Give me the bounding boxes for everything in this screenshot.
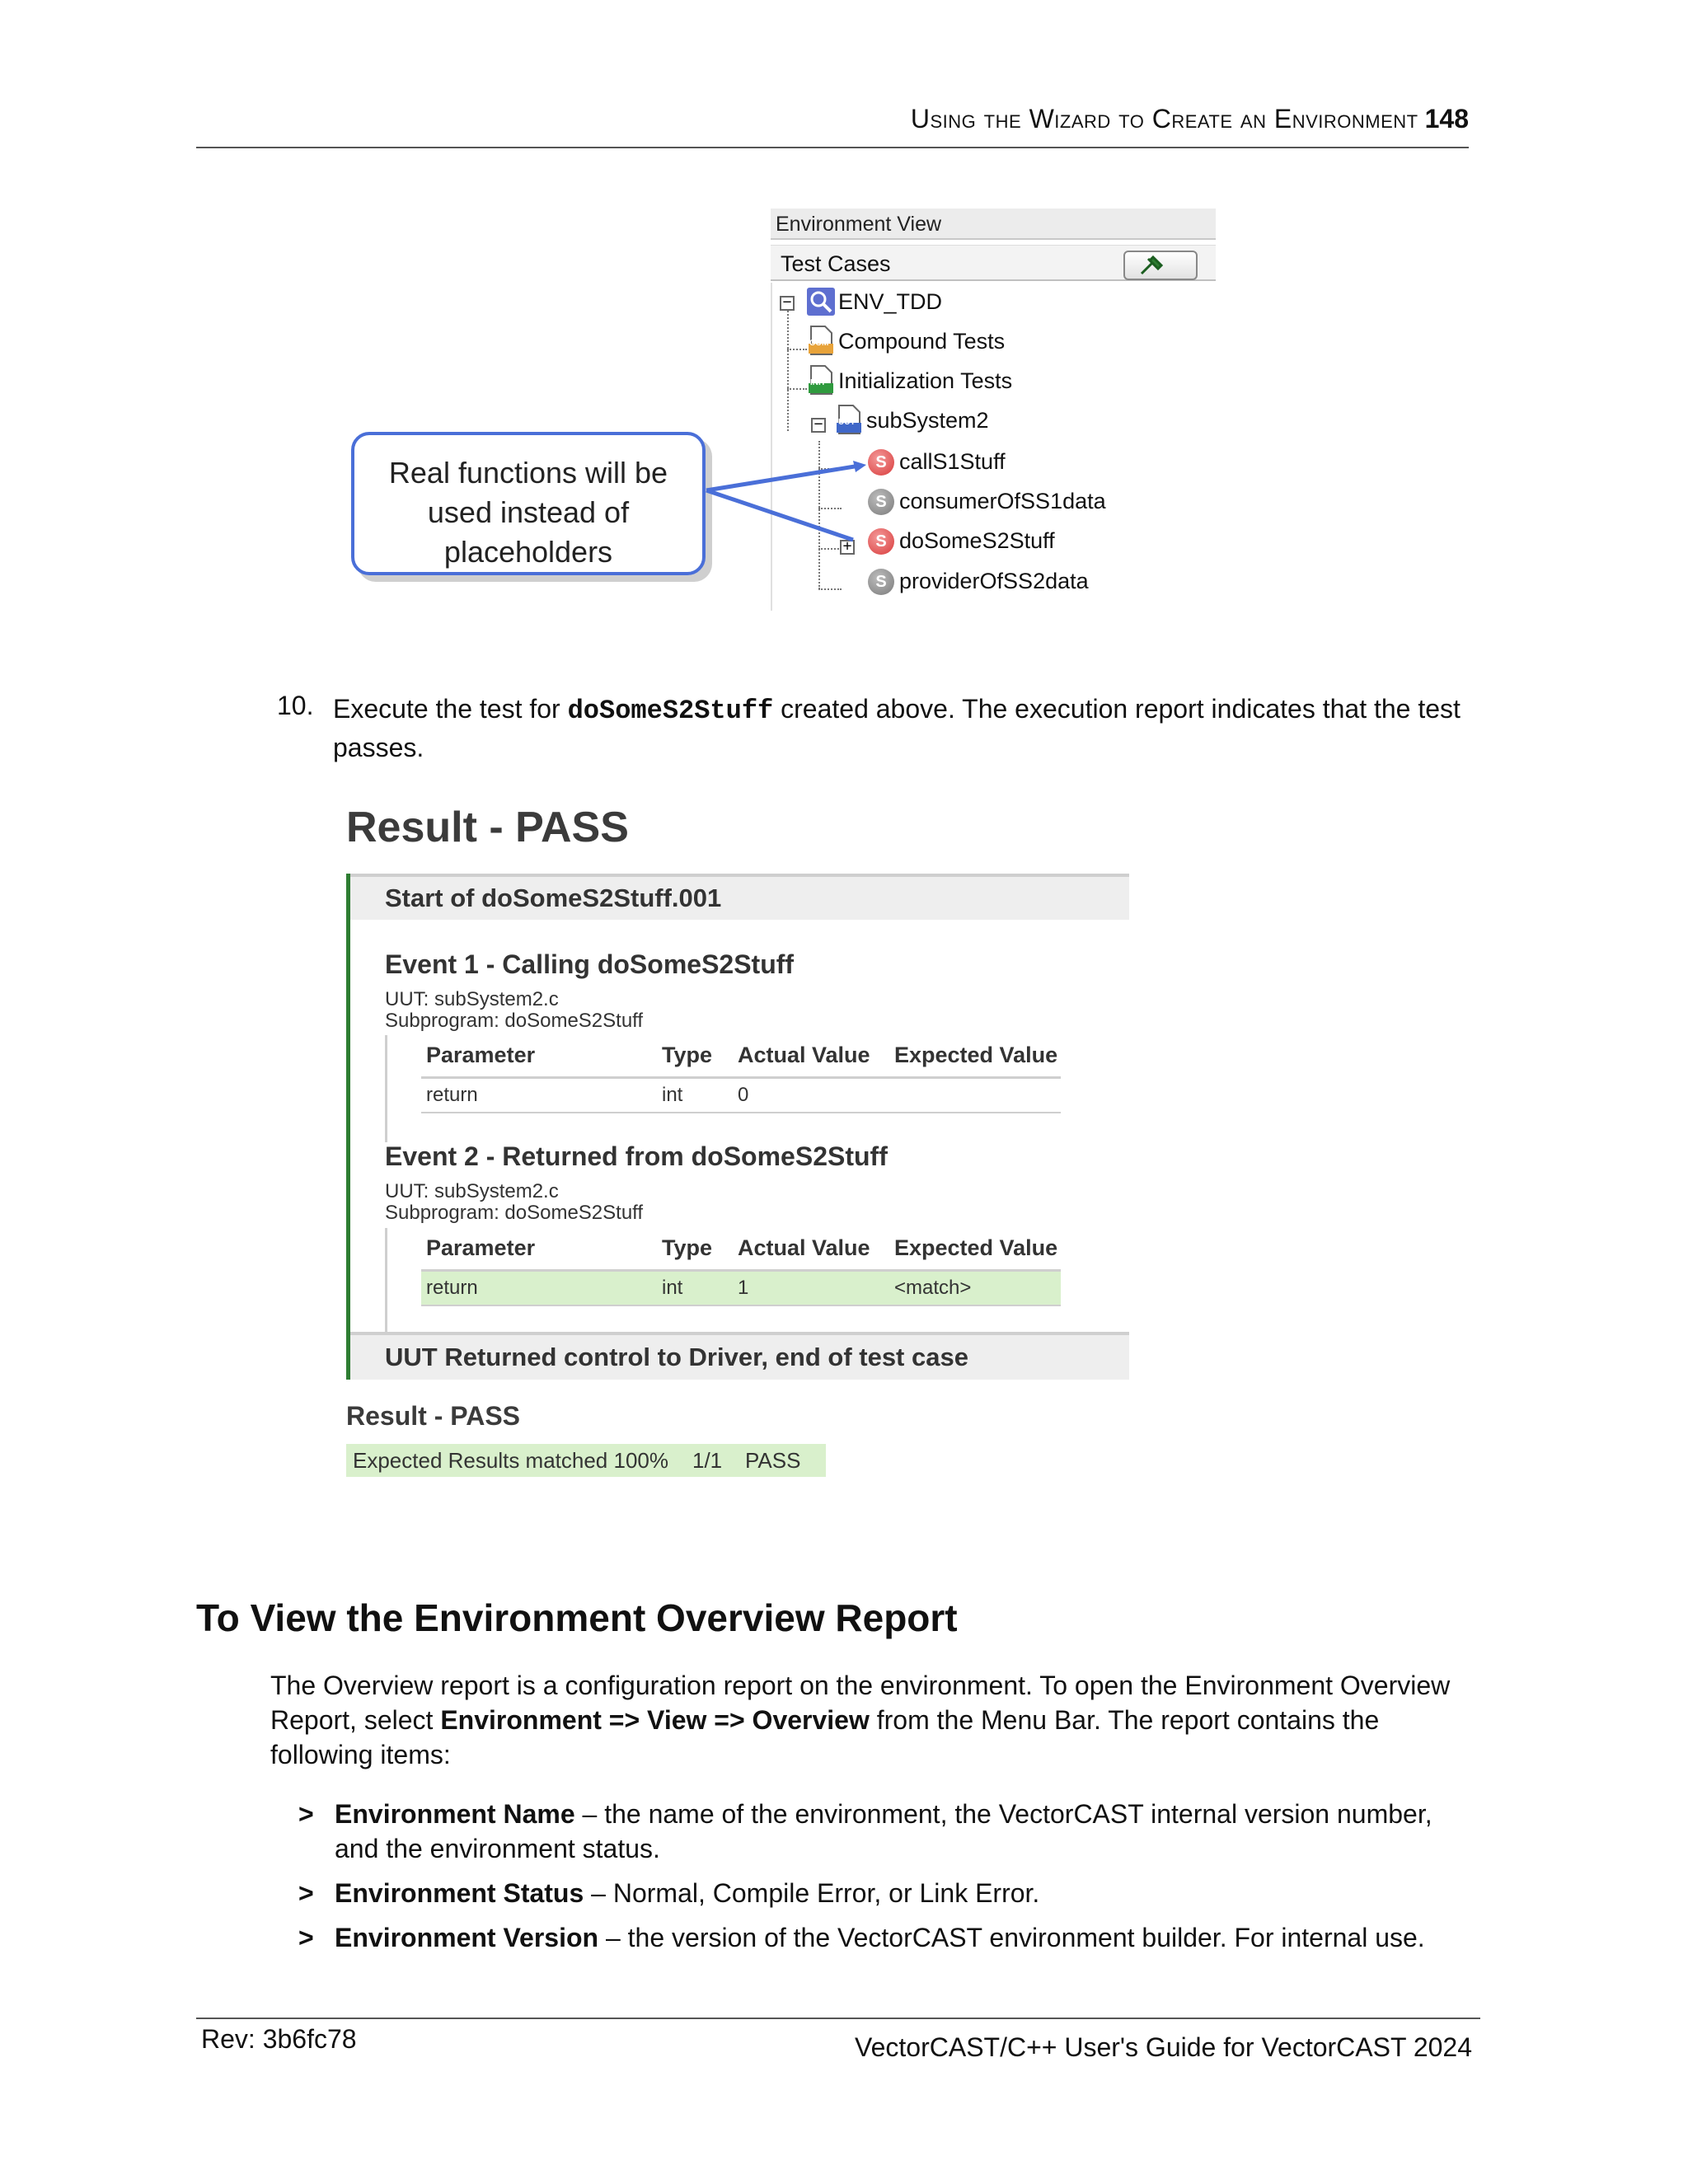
tree-connector xyxy=(787,388,807,390)
tree-node-initialization-tests[interactable]: Initialization Tests xyxy=(838,368,1013,393)
column-type: Type xyxy=(662,1043,713,1067)
cell-type: int xyxy=(662,1084,683,1106)
tree-connector xyxy=(787,349,807,350)
callout-arrows xyxy=(705,457,870,556)
list-item-desc: – Normal, Compile Error, or Link Error. xyxy=(584,1878,1040,1908)
list-item-text xyxy=(335,1797,1472,1866)
header-title: Using the Wizard to Create an Environment xyxy=(910,104,1418,134)
list-item-text xyxy=(335,1876,1472,1910)
callout-text: Real functions will be used instead of placeholders xyxy=(388,456,668,569)
expand-toggle[interactable]: + xyxy=(840,540,855,555)
column-expected-value: Expected Value xyxy=(894,1043,1058,1067)
initialization-tests-badge: INIT xyxy=(810,378,826,387)
tree-node-dosomes2stuff[interactable]: doSomeS2Stuff xyxy=(899,528,1055,553)
subprogram-icon: S xyxy=(868,489,894,515)
subprogram-icon: S xyxy=(868,449,894,476)
footer-guide-title: VectorCAST/C++ User's Guide for VectorCAST 2024 xyxy=(855,2032,1472,2062)
section-heading: To View the Environment Overview Report xyxy=(196,1596,958,1639)
column-actual-value: Actual Value xyxy=(738,1235,870,1260)
bullet-marker: > xyxy=(298,1878,314,1908)
column-actual-value: Actual Value xyxy=(738,1043,870,1067)
step-text-start: Execute the test for xyxy=(333,694,568,724)
test-cases-tab-label: Test Cases xyxy=(781,251,891,276)
column-parameter: Parameter xyxy=(426,1235,536,1260)
event-1-table xyxy=(421,1035,1061,1113)
cell-parameter: return xyxy=(426,1277,478,1299)
table-header xyxy=(421,1228,1061,1272)
tree-node-providerofss2data[interactable]: providerOfSS2data xyxy=(899,569,1089,593)
environment-view-title: Environment View xyxy=(771,209,1216,240)
execution-report xyxy=(346,874,1133,1380)
pin-icon xyxy=(1137,254,1170,277)
subprogram-icon: S xyxy=(868,569,894,595)
summary-status: PASS xyxy=(745,1448,801,1473)
cell-parameter: return xyxy=(426,1084,478,1106)
intro-text-2: from the Menu Bar. The report contains the following items: xyxy=(270,1705,1380,1769)
column-type: Type xyxy=(662,1235,713,1260)
event-2-table xyxy=(421,1228,1061,1306)
cell-actual: 0 xyxy=(738,1084,749,1106)
summary-ratio: 1/1 xyxy=(692,1448,723,1473)
tree-node-compound-tests[interactable]: Compound Tests xyxy=(838,329,1006,354)
test-cases-tab[interactable] xyxy=(771,245,1216,281)
page-number: 148 xyxy=(1424,104,1469,134)
event-2-subprogram: Subprogram: doSomeS2Stuff xyxy=(385,1202,644,1224)
list-item-desc: – the name of the environment, the VectorCAST internal version number, and the environment status. xyxy=(335,1799,1432,1863)
event-2-uut: UUT: subSystem2.c xyxy=(385,1180,559,1202)
cell-type: int xyxy=(662,1277,683,1299)
test-end-label: UUT Returned control to Driver, end of test case xyxy=(385,1343,968,1371)
intro-paragraph xyxy=(270,1668,1465,1772)
list-item xyxy=(298,1797,1469,1871)
tree-node-consumerofss1data[interactable]: consumerOfSS1data xyxy=(899,489,1106,513)
bullet-marker: > xyxy=(298,1923,314,1952)
list-item-text xyxy=(335,1920,1472,1955)
panel-divider xyxy=(771,283,772,611)
test-end-band xyxy=(350,1332,1129,1380)
step-text xyxy=(333,691,1470,766)
footer-revision: Rev: 3b6fc78 xyxy=(201,2024,357,2054)
tree-connector xyxy=(818,588,842,590)
footer-rule xyxy=(196,2018,1480,2019)
step-number: 10. xyxy=(277,691,314,720)
table-header xyxy=(421,1035,1061,1079)
intro-text-1: The Overview report is a configuration report on the environment. To open the Environment Overview Report, select xyxy=(270,1671,1451,1735)
cell-actual: 1 xyxy=(738,1277,749,1299)
report-title: Result - PASS xyxy=(346,804,629,851)
event-1-subprogram: Subprogram: doSomeS2Stuff xyxy=(385,1010,644,1032)
page-header xyxy=(196,104,1469,148)
collapse-toggle[interactable]: − xyxy=(811,418,826,433)
list-item xyxy=(298,1876,1469,1914)
column-parameter: Parameter xyxy=(426,1043,536,1067)
unit-under-test-badge: UUT xyxy=(838,418,856,427)
collapse-toggle[interactable]: − xyxy=(780,296,795,311)
list-item-term: Environment Version xyxy=(335,1923,599,1952)
menu-path: Environment => View => Overview xyxy=(440,1705,870,1735)
list-item-term: Environment Status xyxy=(335,1878,584,1908)
environment-icon xyxy=(807,288,835,316)
tree-connector xyxy=(787,307,789,431)
bullet-marker: > xyxy=(298,1799,314,1829)
subprogram-icon: S xyxy=(868,528,894,555)
test-start-band xyxy=(350,874,1129,920)
list-item-term: Environment Name xyxy=(335,1799,575,1829)
result-summary-title: Result - PASS xyxy=(346,1401,520,1431)
tree-node-subsystem2[interactable]: subSystem2 xyxy=(866,408,989,433)
compound-tests-badge: COM xyxy=(809,339,829,348)
table-row xyxy=(421,1079,1061,1113)
list-item-desc: – the version of the VectorCAST environment builder. For internal use. xyxy=(598,1923,1425,1952)
result-summary-row xyxy=(346,1444,826,1477)
step-text-end: created above. The execution report indicates that the test passes. xyxy=(333,694,1461,762)
event-1-title: Event 1 - Calling doSomeS2Stuff xyxy=(385,949,795,979)
callout-box xyxy=(351,432,706,575)
event-1-uut: UUT: subSystem2.c xyxy=(385,988,559,1010)
test-start-label: Start of doSomeS2Stuff.001 xyxy=(385,883,722,912)
cell-expected: <match> xyxy=(894,1277,972,1299)
event-2-title: Event 2 - Returned from doSomeS2Stuff xyxy=(385,1141,888,1171)
column-expected-value: Expected Value xyxy=(894,1235,1058,1260)
pin-button[interactable] xyxy=(1123,251,1198,280)
list-item xyxy=(298,1920,1469,1958)
tree-node-env-tdd[interactable]: ENV_TDD xyxy=(838,289,943,314)
function-name-code: doSomeS2Stuff xyxy=(567,696,774,726)
summary-label: Expected Results matched 100% xyxy=(353,1448,668,1473)
table-row xyxy=(421,1272,1061,1306)
tree-node-calls1stuff[interactable]: callS1Stuff xyxy=(899,449,1006,474)
